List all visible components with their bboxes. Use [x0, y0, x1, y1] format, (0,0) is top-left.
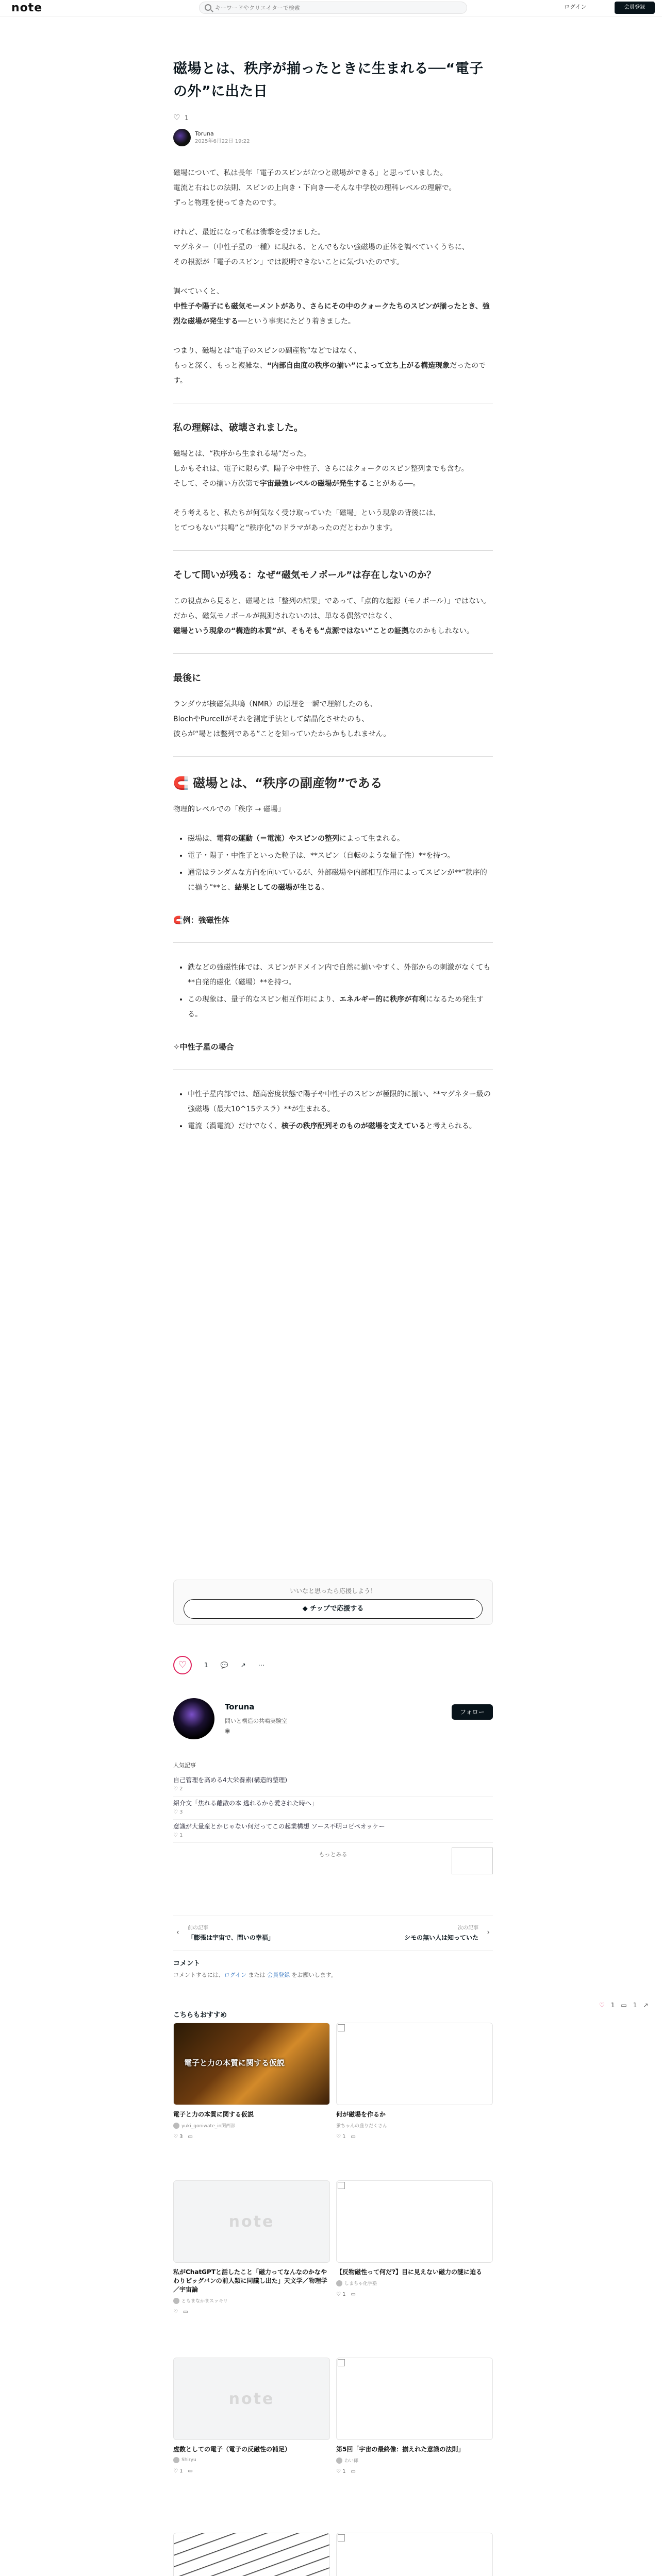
support-box: [173, 1580, 493, 1625]
card-actions: ♡ 1 ▭: [336, 2469, 356, 2475]
paragraph: [173, 284, 493, 329]
line: もっと深く、もっと複雑な、: [173, 362, 267, 370]
avatar[interactable]: [173, 1698, 214, 1739]
card-likes: 1: [342, 2134, 346, 2140]
text: コメントするには、: [173, 1972, 224, 1978]
card-author[interactable]: わい郎: [344, 2459, 359, 2464]
card-likes: 3: [179, 2134, 183, 2140]
subheading: 🧲例：強磁性体: [173, 916, 229, 925]
line: ことがある──。: [368, 480, 420, 488]
comment-icon[interactable]: ▭: [621, 2002, 627, 2009]
card-author[interactable]: ともまなかまスッキリ: [181, 2299, 228, 2304]
line: 彼らが“場とは整列である”ことを知っていたからかもしれません。: [173, 730, 391, 738]
list-item: [188, 832, 493, 846]
line: そして、その揃い方次第で: [173, 480, 260, 488]
card-title[interactable]: 【反物磁性って何だ?】目に見えない磁力の謎に迫る: [336, 2268, 482, 2276]
text: と考えられる。: [425, 1122, 476, 1130]
more-link[interactable]: もっとみる: [319, 1851, 347, 1858]
text: 通常はランダムな方向を向いているが、外部磁場や内部相互作用によってスピンが**“秩序的に揃う”**と、: [188, 869, 487, 892]
line: ランダウが核磁気共鳴（NMR）の原理を一瞬で理解したのも、: [173, 700, 377, 708]
avatar[interactable]: [173, 129, 191, 146]
section-heading: 最後に: [173, 673, 201, 684]
share-icon[interactable]: ↗: [643, 2002, 649, 2009]
signup-link[interactable]: 会員登録: [267, 1972, 290, 1978]
avatar: [336, 2458, 342, 2464]
paragraph: 物理的レベルでの「秩序 → 磁場」: [173, 805, 285, 814]
line: ずっと物理を使ってきたのです。: [173, 199, 281, 207]
comment-count: 1: [633, 2002, 637, 2009]
bold-text: 電荷の運動（＝電流）やスピンの整列: [217, 835, 339, 843]
divider: [173, 550, 493, 551]
author-profile: [173, 1698, 493, 1739]
item-title[interactable]: 意識が大量産とかじゃない何だってこの起業構想 ソース不明コピペオッケー: [173, 1823, 385, 1830]
card-meta: [173, 2297, 330, 2304]
support-label: いいなと思ったら応援しよう！: [289, 1587, 376, 1595]
heart-icon[interactable]: ♡: [599, 2002, 605, 2009]
line: だから、磁気モノポールが観測されないのは、単なる偶然ではなく、: [173, 612, 397, 620]
list-item: [188, 1087, 493, 1117]
card-title[interactable]: 電子と力の本質に関する仮説: [173, 2111, 254, 2118]
avatar: [173, 2457, 179, 2463]
next-title[interactable]: シモの無い人は知っていた: [404, 1934, 478, 1941]
bold-text: 結果としての磁場が生じる: [235, 884, 322, 892]
item-meta: ♡ 3: [173, 1809, 183, 1815]
list-item: [188, 849, 493, 863]
card[interactable]: [336, 2358, 493, 2475]
card-actions: ♡ ▭: [173, 2309, 188, 2315]
card[interactable]: [336, 2023, 493, 2140]
comment-heading: コメント: [173, 1960, 201, 1968]
card-likes: 1: [342, 2469, 346, 2475]
comment-icon[interactable]: 💬: [220, 1662, 228, 1669]
prev-next-nav: [173, 1916, 493, 1951]
item-count: 3: [179, 1809, 183, 1815]
card-actions: ♡ 1 ▭: [336, 2134, 356, 2140]
top-header: [0, 0, 662, 16]
bullet-list: [173, 1087, 493, 1134]
profile-name[interactable]: Toruna: [225, 1702, 255, 1711]
line: けれど、最近になって私は衝撃を受けました。: [173, 228, 325, 236]
thumbnail[interactable]: [336, 2358, 493, 2440]
text: または: [246, 1972, 268, 1978]
item-count: 2: [179, 1786, 183, 1792]
card-meta: [336, 2457, 493, 2464]
paragraph: [173, 225, 493, 270]
line: この視点から見ると、磁場とは「整列の結果」であって、「点的な起源（モノポール）」ではない。: [173, 597, 491, 605]
search-input[interactable]: [215, 4, 457, 12]
paragraph: [173, 166, 493, 211]
card-likes: 1: [179, 2468, 183, 2474]
item-title[interactable]: 自己管理を高める4大栄養素(構造的整理): [173, 1776, 287, 1784]
bold-text: エネルギー的に秩序が有利: [339, 995, 426, 1004]
card-likes: 1: [342, 2292, 346, 2297]
bold-text: “内部自由度の秩序の揃い”によって立ち上がる構造現象: [267, 362, 450, 370]
heart-icon[interactable]: [173, 115, 179, 121]
section-heading: そして問いが残る：なぜ“磁気モノポール”は存在しないのか？: [173, 570, 436, 581]
paragraph: [173, 506, 493, 536]
paragraph: [173, 697, 493, 742]
line: 磁場とは、“秩序から生まれる場”だった。: [173, 450, 311, 458]
floating-actions: [599, 1999, 660, 2011]
card-author[interactable]: Shiryu: [181, 2458, 196, 2463]
thumb-text: 電子と力の本質に関する仮説: [184, 2058, 285, 2067]
next-label: 次の記事: [458, 1925, 478, 1931]
card-title[interactable]: 第5回「宇宙の最終像：揃えれた意識の法則」: [336, 2446, 465, 2453]
item-meta: ♡ 2: [173, 1786, 183, 1792]
card-author[interactable]: 蛍ちゃんの盛りだくさん: [336, 2124, 388, 2129]
login-link[interactable]: ログイン: [564, 4, 587, 10]
section-heading: 私の理解は、破壊されました。: [173, 422, 303, 433]
tip-button[interactable]: [184, 1599, 483, 1619]
magnet-icon: 🧲: [173, 776, 189, 790]
popular-articles: [173, 1761, 493, 1858]
rss-icon[interactable]: ◉: [225, 1727, 230, 1734]
divider: [173, 756, 493, 757]
paragraph: [173, 447, 493, 492]
thumbnail[interactable]: [173, 2023, 330, 2105]
like-count: 1: [185, 114, 189, 122]
chevron-left-icon[interactable]: ‹: [176, 1928, 179, 1937]
text: 中性子星内部では、超高密度状態で陽子や中性子のスピンが極限的に揃い、**マグネター級の強磁場（最大10^15テスラ）**が生まれる。: [188, 1090, 491, 1113]
card[interactable]: [173, 2023, 330, 2140]
recommendations: [173, 2009, 493, 2475]
prev-label: 前の記事: [188, 1925, 208, 1931]
comment-text: [173, 1971, 493, 1979]
line: だったのです。: [173, 362, 486, 385]
card[interactable]: [173, 2533, 330, 2576]
tip-icon: ◆: [302, 1605, 310, 1613]
note-logo: note: [228, 2213, 275, 2231]
thumbnail[interactable]: [173, 2533, 330, 2576]
next-article[interactable]: [339, 1923, 478, 1942]
action-bar: [173, 1655, 493, 1675]
thumbnail[interactable]: [336, 2023, 493, 2105]
text: この現象は、量子的なスピン相互作用により、: [188, 995, 339, 1004]
card[interactable]: [173, 2180, 330, 2315]
card-author[interactable]: yuki_goniwate_in関西部: [181, 2124, 236, 2129]
list-item: [188, 1119, 493, 1134]
line: つまり、磁場とは“電子のスピンの副産物”などではなく、: [173, 347, 361, 355]
divider: [173, 942, 493, 943]
share-icon[interactable]: ↗: [240, 1662, 246, 1669]
article-body: [173, 166, 493, 1134]
tip-label: チップで応援する: [310, 1605, 364, 1613]
bold-text: 核子の秩序配列そのものが磁場を支えている: [281, 1122, 426, 1130]
avatar: [336, 2280, 342, 2286]
list-item[interactable]: [173, 1773, 493, 1797]
thumbnail[interactable]: [336, 2533, 493, 2576]
card-meta: [173, 2457, 330, 2463]
line: ──という事実にたどり着きました。: [238, 317, 355, 326]
heading-text: 磁場とは、“秩序の副産物”である: [193, 776, 383, 790]
search-box[interactable]: [199, 2, 467, 14]
line: しかもそれは、電子に限らず、陽子や中性子、さらにはクォークのスピン整列までも含む。: [173, 465, 469, 473]
section-heading: [173, 774, 493, 792]
thumbnail[interactable]: [173, 2180, 330, 2263]
line: なのかもしれない。: [408, 627, 474, 635]
bullet-list: [173, 832, 493, 895]
text: 磁場は、: [188, 835, 217, 843]
divider: [173, 653, 493, 654]
signup-button[interactable]: 会員登録: [615, 2, 655, 14]
list-item: [188, 960, 493, 990]
article: [173, 58, 493, 1151]
line: 調べていくと、: [173, 287, 224, 296]
thumbnail[interactable]: [452, 1848, 493, 1874]
text: 電流（渦電流）だけでなく、: [188, 1122, 282, 1130]
list-item[interactable]: [173, 1820, 493, 1843]
card[interactable]: [336, 2533, 493, 2576]
list-item: [188, 992, 493, 1022]
bold-text: 宇宙最強レベルの磁場が発生する: [259, 480, 368, 488]
author-meta: [195, 130, 250, 145]
text: 電子・陽子・中性子といった粒子は、**スピン（自転のような量子性）**を持つ。: [188, 852, 455, 860]
item-meta: ♡ 1: [173, 1833, 183, 1838]
avatar: [173, 2123, 179, 2129]
card-author[interactable]: しまちゃ化学塾: [344, 2281, 377, 2286]
list-item: [188, 866, 493, 895]
card-title[interactable]: 何が磁場を作るか: [336, 2111, 386, 2118]
card[interactable]: [336, 2180, 493, 2297]
article-like[interactable]: [173, 114, 493, 122]
note-logo: note: [228, 2390, 275, 2408]
thumbnail[interactable]: [336, 2180, 493, 2263]
prev-article[interactable]: [188, 1923, 327, 1942]
line: BlochやPurcellがそれを測定手法として結晶化させたのも、: [173, 715, 369, 723]
line: とてつもない“共鳴”と“秩序化”のドラマがあったのだとわかります。: [173, 524, 397, 532]
profile-desc: 問いと構造の共鳴実験室: [225, 1718, 287, 1724]
bullet-list: [173, 960, 493, 1022]
card-actions: ♡ 1 ▭: [336, 2292, 356, 2297]
prev-title[interactable]: 「膨張は宇宙で、問いの幸福」: [188, 1934, 274, 1941]
card-meta: [336, 2280, 493, 2286]
divider: [173, 1069, 493, 1070]
text: によって生まれる。: [339, 835, 404, 843]
bold-text: 磁場という現象の“構造的本質”が、そもそも“点源ではない”ことの証拠: [173, 627, 409, 635]
subheading: ✧中性子星の場合: [173, 1042, 234, 1052]
text: をお願いします。: [290, 1972, 337, 1978]
note-logo[interactable]: note: [11, 2, 43, 14]
chevron-right-icon[interactable]: ›: [487, 1928, 490, 1937]
text: になるため発生する。: [188, 995, 484, 1019]
text: 鉄などの強磁性体では、スピンがドメイン内で自然に揃いやすく、外部からの刺激がなくても**自発的磁化（磁場）**を持つ。: [188, 963, 491, 987]
card-meta: [336, 2122, 493, 2129]
like-count: 1: [204, 1662, 208, 1669]
search-icon: [205, 4, 211, 11]
line: 電流と右ねじの法則、スピンの上向き・下向き──そんな中学校の理科レベルの理解で。: [173, 184, 456, 192]
avatar: [173, 2298, 179, 2304]
author-row[interactable]: [173, 129, 493, 146]
comment-section: [173, 1958, 493, 1979]
card-title[interactable]: 私がChatGPTと話したこと「磁力ってなんなのかなやわりピッグバンの前人類に同議し出た」天文学／物理学／宇宙論: [173, 2268, 327, 2293]
item-title[interactable]: 紹介文「焦れる離散の本 逃れるから愛された時へ」: [173, 1800, 318, 1807]
follow-button[interactable]: フォロー: [452, 1704, 493, 1720]
line: 磁場について、私は長年「電子のスピンが立つと磁場ができる」と思っていました。: [173, 169, 448, 177]
card-title[interactable]: 虚数としての電子（電子の反磁性の補足）: [173, 2446, 291, 2453]
text: 。: [321, 884, 329, 892]
post-date: 2025年6月22日 19:22: [195, 139, 250, 144]
thumbnail[interactable]: [173, 2358, 330, 2440]
like-button[interactable]: ♡: [173, 1656, 192, 1674]
card-meta: [173, 2122, 330, 2129]
bold-text: 中性子や陽子にも磁気モーメントがあり、さらにその中のクォークたちのスピンが揃ったとき、強烈な磁場が発生する: [173, 302, 490, 326]
line: その根源が「電子のスピン」では説明できないことに気づいたのです。: [173, 258, 404, 266]
item-count: 1: [179, 1833, 183, 1838]
author-name[interactable]: Toruna: [195, 130, 214, 137]
line: そう考えると、私たちが何気なく受け取っていた「磁場」という現象の背後には、: [173, 509, 440, 517]
card-actions: ♡ 1 ▭: [173, 2468, 193, 2474]
recommend-heading: こちらもおすすめ: [173, 2011, 227, 2019]
login-link[interactable]: ログイン: [224, 1972, 247, 1978]
card-actions: ♡ 3 ▭: [173, 2134, 193, 2140]
article-title: 磁場とは、秩序が揃ったときに生まれる──“電子の外”に出た日: [173, 61, 484, 99]
like-count: 1: [610, 2002, 615, 2009]
line: マグネター（中性子星の一種）に現れる、とんでもない強磁場の正体を調べていくうちに、: [173, 243, 469, 251]
popular-heading: 人気記事: [173, 1762, 196, 1769]
list-item[interactable]: [173, 1797, 493, 1820]
card[interactable]: [173, 2358, 330, 2474]
paragraph: [173, 344, 493, 388]
more-icon[interactable]: ⋯: [258, 1662, 264, 1669]
paragraph: [173, 594, 493, 639]
